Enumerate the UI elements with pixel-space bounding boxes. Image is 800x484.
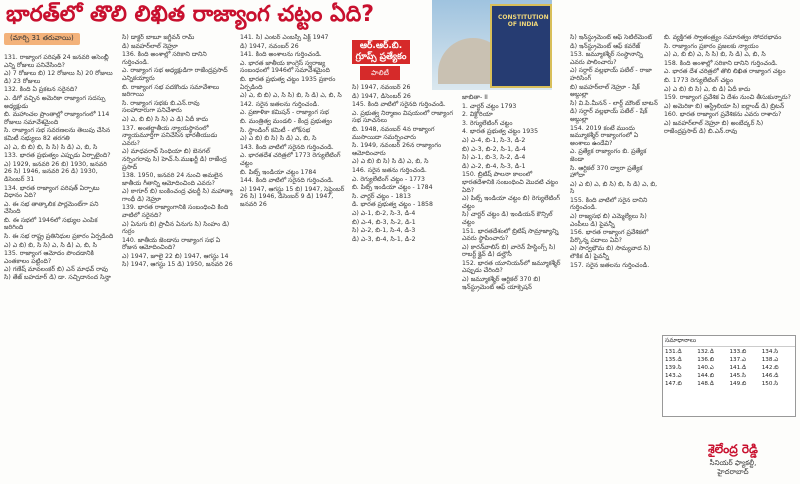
question-text: ఎ) కారన్‌వాలిస్ బి) వారెన్ హేస్టింగ్స్ సి) రాబర్ట్ క్లైవ్ డి) డల్హౌసీ bbox=[462, 243, 556, 259]
question-text: ఎ. రెగ్యులేటింగ్ చట్టం - 1773 bbox=[352, 175, 425, 183]
question-text: డి) ఎ-2, బి-4, సి-3, డి-1 bbox=[462, 162, 526, 170]
answer-item: 135.డి bbox=[665, 357, 682, 363]
answer-item: 133.బి bbox=[729, 349, 747, 355]
answer-item: 150.సి bbox=[761, 381, 779, 387]
question-text: ఎ) ఎ, బి బి) బి, సి సి) సి డి) ఎ, బి, సి bbox=[4, 143, 98, 151]
question-text: 134. భారత రాజ్యాంగ పరిషత్ ఏర్పాటు విధానం ఏది? bbox=[4, 184, 100, 200]
column-2 bbox=[122, 34, 234, 484]
question-text: 3. రెగ్యులేటింగ్ చట్టం bbox=[462, 119, 513, 127]
question-text: 133. భారత ప్రభుత్వం ఎప్పుడు ఏర్పాటైంది? bbox=[4, 152, 111, 160]
question-text: బి. భారత ప్రభుత్వ చట్టం 1935 ప్రకారం ఏర్పడింది bbox=[240, 75, 336, 91]
question-text: ఎ) ఎ బి) బి, సి సి) ఎ, సి డి) ఎ, బి, సి bbox=[4, 241, 98, 249]
question-text: ఎ) ఎ బి) బి సి) సి డి) ఎ, బి, సి bbox=[352, 158, 429, 166]
question-text: బి) జవహర్‌లాల్ నెహ్రూ - షేక్ అబ్దుల్లా bbox=[570, 83, 640, 99]
question-text: 144. కింది వాటిలో సరైనది గుర్తించండి. bbox=[240, 177, 334, 185]
question-text: బి) ఎ-4, బి-3, సి-2, డి-1 bbox=[352, 218, 416, 226]
section-label: పాలిటీ bbox=[360, 66, 400, 80]
question-text: 135. రాజ్యాంగ ఆమోదం పొందడానికి ఎంతకాలం పట్టింది? bbox=[4, 250, 94, 265]
question-text: ఎ. భారత దేశ చరిత్రలో తొలి లిఖిత రాజ్యాంగ చట్టం bbox=[664, 68, 786, 76]
question-text: ఎ) రాజ్యసభ బి) ఎమ్మెల్యేలు సి) ఎంపీలు డి) పైవన్నీ bbox=[570, 213, 647, 228]
question-text: సి. రాజ్యాంగ సభ సవరణలను తెలుపు చేసిన కమిటీ సభ్యులు 82 తరగతి bbox=[4, 127, 111, 142]
question-text: ఎ. ఈ సభ తాత్కాలిక పార్లమెంట్‌గా పని చేసింది bbox=[4, 200, 99, 216]
question-text: 2. విక్టోరియా bbox=[462, 111, 493, 119]
question-text: బి. ఈ సభలో 1946లో సభ్యుల ఎంపిక జరిగింది bbox=[4, 216, 98, 232]
question-text: 143. కింది వాటిలో సరైనది గుర్తించండి. bbox=[240, 143, 334, 151]
question-text: బి. 1773 రెగ్యులేటింగ్ చట్టం bbox=[664, 76, 734, 84]
question-text: 145. కింది వాటిలో సరైనది గుర్తించండి. bbox=[352, 101, 446, 109]
question-text: సి) డాక్టర్ బాబూ జగ్జీవన్ రామ్ bbox=[122, 34, 195, 41]
book-title: CONSTITUTION OF INDIA bbox=[498, 14, 549, 28]
answer-item: 143.ఎ bbox=[665, 373, 682, 379]
answer-item: 142.బి bbox=[761, 365, 779, 371]
column-6 bbox=[570, 34, 658, 484]
question-text: సి. స్టాండింగ్ కమిటీ - లోక్‌సభ bbox=[240, 126, 311, 134]
answer-item: 144.బి bbox=[697, 373, 715, 379]
question-text: ఎ) సార్వభౌమ బి) సామ్యవాద సి) లౌకిక డి) పైవన్నీ bbox=[570, 245, 651, 261]
question-text: ఎ. ప్రత్యేక రాజ్యాంగం బి. ప్రత్యేక జెండా bbox=[570, 148, 647, 163]
answer-item: 134.సి bbox=[761, 349, 779, 355]
headline: భారత్‌లో తొలి లిఖిత రాజ్యాంగ చట్టం ఏది? bbox=[6, 2, 374, 27]
column-7 bbox=[664, 34, 796, 332]
answer-item: 140.ఎ bbox=[697, 365, 714, 371]
series-label: ఆర్.ఆర్.బి. గ్రూప్స్ ప్రత్యేకం bbox=[352, 40, 410, 64]
question-text: 137. అంతర్జాతీయ న్యాయస్థానంలో న్యాయమూర్తిగా పనిచేసిన భారతీయుడు ఎవరు? bbox=[122, 124, 218, 147]
question-text: 142. సరైన జతలను గుర్తించండి. bbox=[240, 100, 320, 108]
answer-item: 138.ఎ bbox=[761, 357, 779, 363]
question-text: ఎ) జమ్మూకశ్మీర్ ఆర్టికల్ 370 బి) ఇన్‌స్ట్రుమెంట్ ఆఫ్ యాక్సెషన్ bbox=[462, 276, 541, 291]
question-text: బి. మహాంచల ప్రాంతాల్లో రాజ్యాంగంలో 114 రోజులు సమావేశమైంది bbox=[4, 111, 110, 126]
question-text: 157. సరైన జతలను గుర్తించండి. bbox=[570, 261, 650, 269]
question-text: 158. కింది అంశాల్లో సరికాని దానిని గుర్తించండి. bbox=[664, 59, 778, 67]
question-text: సి. ఈ సభ రాష్ట్ర ప్రతినిధుల ప్రకారం ఏర్పడింది bbox=[4, 233, 114, 241]
question-text: సి) 1947, నవంబర్ 26 bbox=[352, 84, 411, 91]
question-text: డి) ఎ-3, బి-4, సి-1, డి-2 bbox=[352, 235, 416, 243]
question-text: 132. కింది ఏ ప్రకటన సరైనది? bbox=[4, 86, 78, 94]
answer-item: 147.బి bbox=[665, 381, 682, 387]
author-block bbox=[670, 442, 796, 477]
question-text: ఎ) అమెరికా బి) ఆస్ట్రేలియా సి) ఐర్లాండ్ డి) బ్రిటన్ bbox=[664, 102, 785, 110]
question-text: సి. చార్టర్ చట్టం - 1813 bbox=[352, 192, 411, 200]
constitution-book-image bbox=[490, 4, 552, 88]
question-text: డి) సర్దార్ వల్లభాయ్ పటేల్ - షేక్ అబ్దుల్లా bbox=[570, 108, 648, 123]
question-text: బి. పిట్స్ ఇండియా చట్టం - 1784 bbox=[352, 184, 433, 192]
question-text: డి) 1947, నవంబర్ 26 bbox=[240, 42, 299, 50]
question-text: 151. భారతదేశంలో బ్రిటిష్ సామ్రాజ్యాన్ని ఎవరు స్థాపించారు? bbox=[462, 227, 559, 243]
question-text: ఎ) 1947, జూలై 22 బి) 1947, ఆగస్టు 14 సి) 1947, ఆగస్టు 15 డి) 1950, జనవరి 26 bbox=[122, 253, 233, 268]
question-text: ఎ) మాధవరావ్ సింధియా బి) బెనగల్ నర్సింగరావు సి) హెచ్.సి.ముఖర్జీ డి) రాజేంద్ర ప్రసాద్ bbox=[122, 148, 227, 171]
question-text: డి) 1947, డిసెంబర్ 26 bbox=[352, 92, 411, 100]
author-line-1: సీనియర్ ఫ్యాకల్టీ, bbox=[709, 459, 757, 467]
answer-item: 137.ఎ bbox=[729, 357, 746, 363]
question-text: ఎ) 1947, ఆగస్టు 15 బి) 1947, సెప్టెంబర్ 26 సి) 1946, డిసెంబర్ 9 డి) 1947, జనవరి 26 bbox=[240, 185, 345, 208]
question-text: సి. 1949, నవంబర్ 26న రాజ్యాంగం ఆమోదించారు bbox=[352, 142, 442, 157]
question-text: 136. కింది అంశాల్లో సరికాని దానిని గుర్తించండి. bbox=[122, 51, 207, 66]
question-text: డి) ఇన్‌స్ట్రుమెంట్ ఆఫ్ కవరేజ్ bbox=[570, 42, 641, 50]
question-text: ఎ) ఎ, బి బి) ఎ, సి సి) బి, సి డి) ఎ, బి, సి bbox=[240, 92, 342, 100]
question-text: ఎ) జవహర్‌లాల్ నెహ్రూ బి) అంబేద్కర్ సి) రాజేంద్రప్రసాద్ డి) బి.ఎన్.రావు bbox=[664, 119, 764, 135]
question-text: ఎ. ప్రణాళికా కమిషన్ - రాజ్యాంగ సభ bbox=[240, 109, 329, 117]
answer-item: 139.సి bbox=[665, 365, 682, 371]
question-text: సి. రాజ్యాంగం ప్రకారం ప్రజలకు న్యాయం bbox=[664, 42, 759, 50]
question-text: సి) చార్టర్ చట్టం డి) ఇండియన్ కౌన్సిల్ చట్టం bbox=[462, 211, 553, 226]
question-text: 138. 1950, జనవరి 24 నుంచి అమలైన జాతీయ గీతాన్ని ఆమోదించింది ఎవరు? bbox=[122, 172, 223, 187]
question-text: 155. కింది వాటిలో సరైన దానిని గుర్తించండి. bbox=[570, 196, 648, 212]
answers-title: సమాధానాలు bbox=[663, 336, 795, 347]
question-text: సి) ఎ-2, బి-1, సి-4, డి-3 bbox=[352, 227, 416, 235]
question-text: ఎ. భారతదేశ చరిత్రలో 1773 రెగ్యులేటింగ్ చట్టం bbox=[240, 152, 341, 167]
question-text: బి. మంత్రిత్వ మండలి - కేంద్ర ప్రభుత్వం bbox=[240, 117, 333, 125]
answer-item: 145.సి bbox=[729, 373, 746, 379]
question-text: 159. రాజ్యాంగ ప్రవేశిక ఏ దేశం నుంచి తీసుకున్నారు? bbox=[664, 94, 791, 102]
question-text: 152. భారత యూనియన్‌లో జమ్మూకశ్మీర్ ఎప్పుడు చేరింది? bbox=[462, 259, 561, 275]
question-text: డి. భారత ప్రభుత్వ చట్టం - 1858 bbox=[352, 201, 433, 209]
question-text: ఎ) ఠాగూర్ బి) బంకించంద్ర ఛటర్జీ సి) మహాత్మా గాంధీ డి) నెహ్రూ bbox=[122, 188, 233, 203]
question-text: ఎ) సర్దార్ వల్లభాయ్ పటేల్ - రాజా హరిసింగ్ bbox=[570, 67, 652, 82]
column-1 bbox=[4, 54, 116, 484]
question-text: ఎ) ఎ బి) బి సి) ఎ, బి డి) ఏదీ కాదు bbox=[664, 85, 751, 93]
answer-item: 131.డి bbox=[665, 349, 682, 355]
question-text: ఎ) పిట్స్ ఇండియా చట్టం బి) రెగ్యులేటింగ్ చట్టం bbox=[462, 195, 560, 210]
question-text: 156. భారత రాజ్యాంగ ప్రవేశికలో పేర్కొన్న పదాలు ఏవి? bbox=[570, 229, 649, 244]
question-text: బి. పిట్స్ ఇండియా చట్టం 1784 bbox=[240, 168, 317, 176]
question-text: బి) ఎ-3, బి-2, సి-1, డి-4 bbox=[462, 145, 526, 153]
column-5 bbox=[462, 94, 566, 484]
answers-box bbox=[662, 335, 796, 417]
answer-item: 136.బి bbox=[697, 357, 715, 363]
answer-item: 141.డి bbox=[729, 365, 747, 371]
answers-grid bbox=[663, 347, 795, 390]
answer-item: 148.డి bbox=[697, 381, 714, 387]
question-text: 1. చార్టర్ చట్టం 1793 bbox=[462, 102, 517, 110]
answer-item: 146.డి bbox=[761, 373, 779, 379]
question-text: సి. ఆర్టికల్ 370 ద్వారా ప్రత్యేక హోదా bbox=[570, 164, 643, 180]
question-text: బి. రాజ్యాంగ సభ పదకొండు సమావేశాలు జరిగాయి bbox=[122, 83, 220, 99]
question-text: 160. భారత రాజ్యాంగ ప్రవేశికను ఎవరు రాశారు? bbox=[664, 111, 782, 119]
question-text: 153. జమ్మూకశ్మీర్ సంస్థానాన్ని ఎవరు పాలించారు? bbox=[570, 51, 643, 66]
question-text: ఎ) ఎ-4, బి-1, సి-3, డి-2 bbox=[462, 136, 526, 144]
continued-badge: (మార్చి 31 తరువాయి) bbox=[4, 33, 80, 45]
question-text: ఎ) 1929, జనవరి 26 బి) 1930, జనవరి 26 సి) 1946, జనవరి 26 డి) 1930, డిసెంబర్ 31 bbox=[4, 160, 107, 183]
question-text: ఎ) ఎ-1, బి-2, సి-3, డి-4 bbox=[352, 209, 416, 217]
column-4 bbox=[352, 84, 458, 484]
question-text: 131. రాజ్యాంగ పరిషత్ 24 జనవరి అసెంబ్లీ ఎన్ని రోజులు పనిచేసింది? bbox=[4, 54, 109, 69]
author-name: శైలేంద్ర రెడ్డి bbox=[708, 442, 758, 456]
question-text: 141. సి) ఎంటర్ ఎంబస్సీ ఏక్ట్ 1947 bbox=[240, 34, 329, 41]
question-text: 139. భారత రాజ్యాంగానికి సంబంధించి కింది వాటిలో సరైనది? bbox=[122, 204, 229, 220]
question-text: ఎ) ఎ బి) ఎ, బి సి) బి, సి డి) ఎ, బి, సి bbox=[570, 180, 658, 196]
question-text: 150. బ్రిటిష్ పాలనా కాలంలో భారతదేశానికి సంబంధించి మొదటి చట్టం ఏది? bbox=[462, 171, 559, 194]
question-text: 146. సరైన జతను గుర్తించండి. bbox=[352, 166, 427, 174]
question-text: సి) వి.పి.మీనన్ - లార్డ్ మౌంట్ బాటన్ bbox=[570, 99, 658, 107]
question-text: ఎ. భారత జాతీయ కాంగ్రెస్ స్వరాజ్య సంబంధంలో 1946లో సమావేశమైంది bbox=[240, 59, 330, 75]
question-text: బి. వ్యక్తిగత స్వాతంత్ర్యం సమానత్వం సోదరభావం bbox=[664, 34, 782, 41]
constitution-photo bbox=[432, 0, 552, 90]
question-text: ఎ) 7 రోజులు బి) 12 రోజులు సి) 20 రోజులు డి) 23 రోజులు bbox=[4, 70, 113, 85]
question-text: ఎ. ప్రభుత్వ నిర్మాణం విషయంలో రాజ్యాంగ సభ సూచనలు bbox=[352, 109, 453, 125]
question-text: ఎ) ఎ బి) బి సి) సి డి) ఎ, బి, సి bbox=[240, 135, 317, 143]
question-text: 154. 2019 కంటే ముందు జమ్మూకశ్మీర్ రాజ్యాంగంలో ఏ అంశాలు ఉండేవి? bbox=[570, 124, 639, 147]
question-text: ఎ) ఎ, బి బి) ఎ, సి సి) బి, సి డి) ఎ, బి, సి bbox=[664, 51, 766, 59]
question-text: సి) ఇన్‌స్ట్రుమెంట్ ఆఫ్ సెటిల్‌మెంట్ bbox=[570, 34, 653, 41]
question-text: డి) జవహర్‌లాల్ నెహ్రూ bbox=[122, 42, 178, 50]
question-text: ఎ. రాజ్యాంగ సభ అధ్యక్షుడిగా రాజేంద్రప్రసాద్ ఎన్నికయ్యారు bbox=[122, 67, 228, 82]
question-text: జాబితా- II bbox=[462, 94, 488, 101]
question-text: ఎ) ఎ, బి బి) సి సి) ఎ డి) ఏదీ కాదు bbox=[122, 115, 208, 123]
question-text: ఎ) ఏనుగు బి) ప్రాచీన ఏనుగు సి) సింహం డి) గుర్రం bbox=[122, 220, 230, 236]
question-text: 4. భారత ప్రభుత్వ చట్టం 1935 bbox=[462, 128, 539, 136]
question-text: బి. 1948, నవంబర్ 4న రాజ్యాంగ ముసాయిదా సమర్పించారు bbox=[352, 125, 435, 141]
question-text: సి. రాజ్యాంగ సభకు బి.ఎన్.రావు సలహాదారుగా పనిచేశారు bbox=[122, 99, 200, 115]
answer-item: 149.బి bbox=[729, 381, 747, 387]
author-line-2: హైదరాబాద్ bbox=[717, 468, 749, 476]
question-text: 141. కింది అంశాలను గుర్తించండి. bbox=[240, 51, 322, 59]
answer-item: 132.డి bbox=[697, 349, 714, 355]
question-text: 140. జాతీయ జెండాను రాజ్యాంగ సభ ఏ రోజున ఆమోదించింది? bbox=[122, 236, 221, 252]
question-text: ఎ. డిగో వచ్చిన అమెరికా రాజ్యాంగ సదస్సు అధ్యక్షుడు bbox=[4, 94, 106, 110]
question-text: సి) ఎ-1, బి-3, సి-2, డి-4 bbox=[462, 154, 526, 162]
column-3 bbox=[240, 34, 346, 484]
question-text: ఎ) గణేష్ మావలంకర్ బి) ఎన్ మాధవ్ రావు సి) తేజ్ బహదూర్ డి) డా. సచ్చిదానంద సిన్హా bbox=[4, 266, 111, 282]
